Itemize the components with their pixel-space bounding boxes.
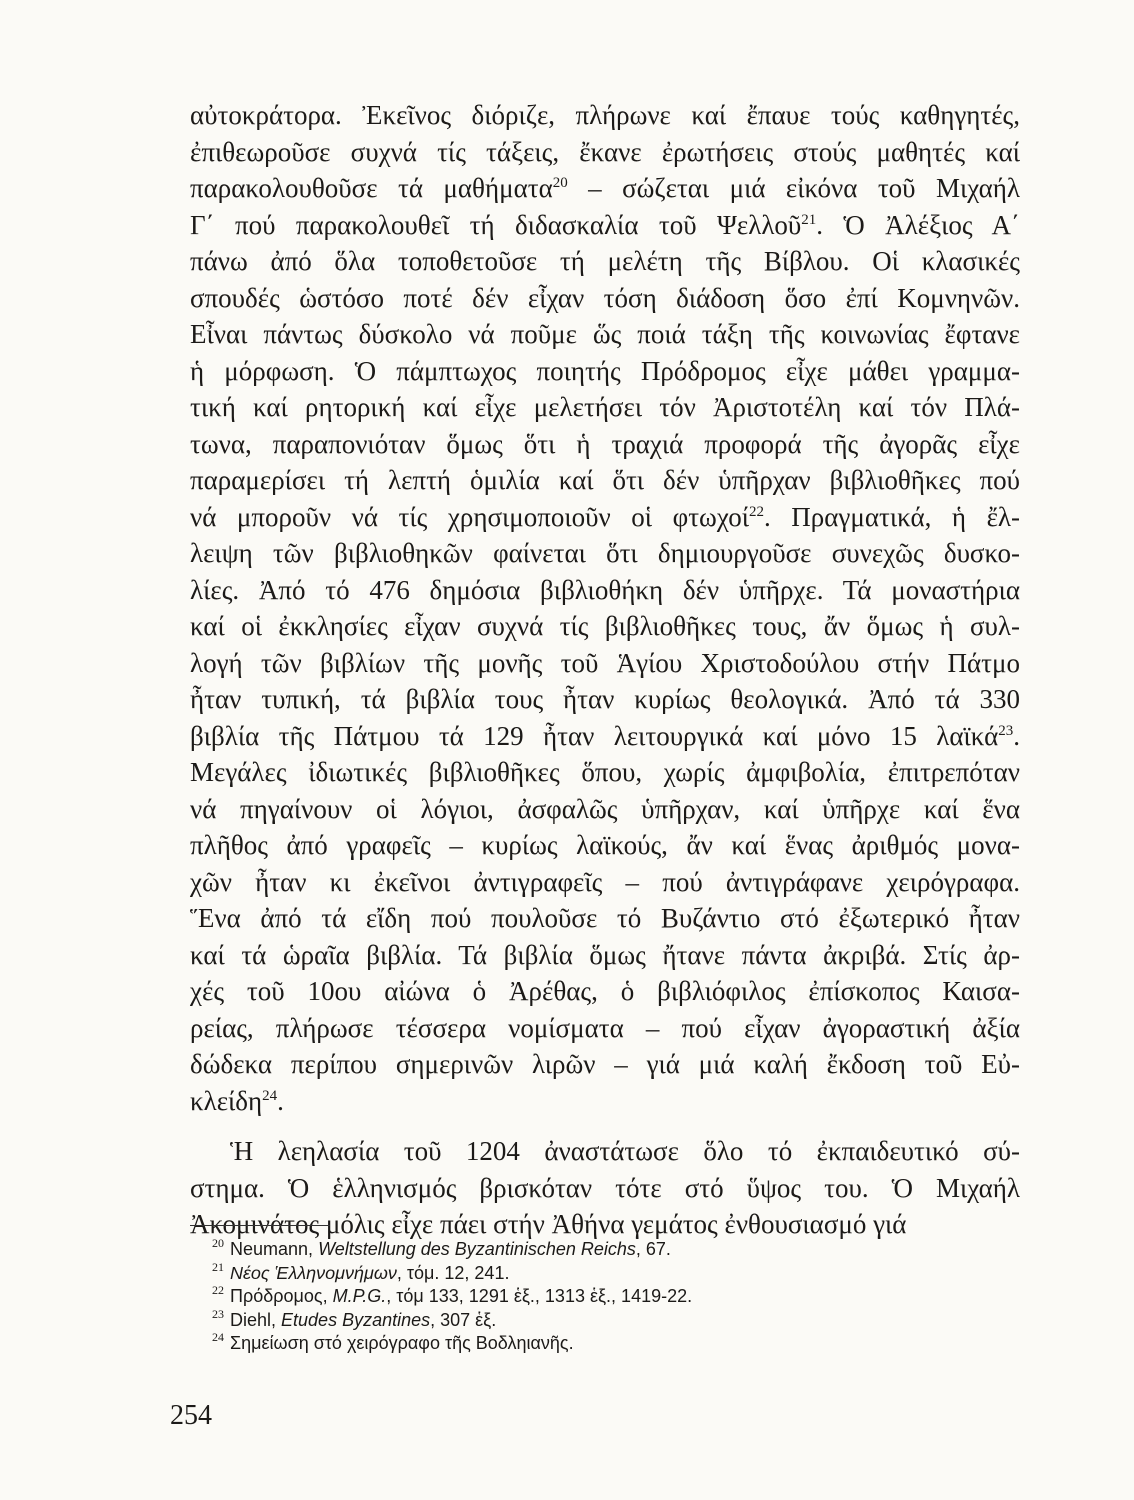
footnote: $^{21}$ Νέος Ἑλληνομνήμων, τόμ. 12, 241. bbox=[212, 1259, 510, 1283]
text-line: νά μποροῦν νά τίς χρησιμοποιοῦν οἱ φτωχοί$^{22}$. Πραγματικά, ἡ ἔλ- bbox=[190, 501, 1020, 532]
footnote: $^{20}$ Neumann, Weltstellung des Byzantinischen Reichs, 67. bbox=[212, 1236, 671, 1259]
footnote-ref: 22 bbox=[748, 503, 764, 520]
page-number: 254 bbox=[170, 1400, 212, 1431]
text-line: λογή τῶν βιβλίων τῆς μονῆς τοῦ Ἁγίου Χριστοδούλου στήν Πάτμο bbox=[190, 647, 1020, 678]
text-line: καί οἱ ἐκκλησίες εἶχαν συχνά τίς βιβλιοθῆκες τους, ἄν ὅμως ἡ συλ- bbox=[190, 611, 1020, 641]
text-line: χῶν ἦταν κι ἐκεῖνοι ἀντιγραφεῖς – πού ἀντιγράφανε χειρόγραφα. bbox=[190, 866, 1020, 897]
text-line: αὐτοκράτορα. Ἐκεῖνος διόριζε, πλήρωνε καί ἔπαυε τούς καθηγητές, bbox=[190, 100, 1020, 130]
text-line: παρακολουθοῦσε τά μαθήματα$^{20}$ – σώζεται μιά εἰκόνα τοῦ Μιχαήλ bbox=[190, 173, 1020, 203]
footnote-ref: 20 bbox=[552, 175, 568, 191]
text-line: παραμερίσει τή λεπτή ὁμιλία καί ὅτι δέν ὑπῆρχαν βιβλιοθῆκες πού bbox=[190, 465, 1020, 495]
text-line: δώδεκα περίπου σημερινῶν λιρῶν – γιά μιά καλή ἔκδοση τοῦ Εὐ- bbox=[190, 1049, 1020, 1079]
text-line: λίες. Ἀπό τό 476 δημόσια βιβλιοθήκη δέν ὑπῆρχε. Τά μοναστήρια bbox=[190, 574, 1020, 605]
footnote: $^{23}$ Diehl, Etudes Byzantines, 307 ἑξ. bbox=[212, 1306, 497, 1330]
footnote-rule bbox=[190, 1225, 330, 1226]
text-line: σπουδές ὡστόσο ποτέ δέν εἶχαν τόση διάδοση ὅσο ἐπί Κομνηνῶν. bbox=[190, 282, 1020, 313]
footnote-ref: 24 bbox=[262, 1087, 278, 1104]
footnote: $^{22}$ Πρόδρομος, M.P.G., τόμ 133, 1291 ἑξ., 1313 ἑξ., 1419-22. bbox=[212, 1283, 693, 1306]
text-line: Ἕνα ἀπό τά εἴδη πού πουλοῦσε τό Βυζάντιο στό ἐξωτερικό ἦταν bbox=[190, 903, 1020, 933]
text-line: Εἶναι πάντως δύσκολο νά ποῦμε ὥς ποιά τάξη τῆς κοινωνίας ἔφτανε bbox=[190, 319, 1020, 349]
text-line: ἐπιθεωροῦσε συχνά τίς τάξεις, ἔκανε ἐρωτήσεις στούς μαθητές καί bbox=[190, 136, 1020, 167]
text-line: τωνα, παραπονιόταν ὅμως ὅτι ἡ τραχιά προφορά τῆς ἀγορᾶς εἶχε bbox=[190, 428, 1020, 459]
footnotes bbox=[212, 1238, 1012, 1356]
text-line: στημα. Ὁ ἑλληνισμός βρισκόταν τότε στό ὕψος του. Ὁ Μιχαήλ bbox=[190, 1172, 1020, 1203]
text-line: Ἡ λεηλασία τοῦ 1204 ἀναστάτωσε ὅλο τό ἐκπαιδευτικό σύ- bbox=[230, 1136, 1020, 1166]
paragraph bbox=[190, 1133, 1020, 1243]
text-line: νά πηγαίνουν οἱ λόγιοι, ἀσφαλῶς ὑπῆρχαν, καί ὑπῆρχε καί ἕνα bbox=[190, 793, 1020, 824]
text-line: Γ΄ πού παρακολουθεῖ τή διδασκαλία τοῦ Ψελλοῦ$^{21}$. Ὁ Ἀλέξιος Α΄ bbox=[190, 209, 1020, 240]
text-line: λειψη τῶν βιβλιοθηκῶν φαίνεται ὅτι δημιουργοῦσε συνεχῶς δυσκο- bbox=[190, 538, 1020, 568]
text-line: ρείας, πλήρωσε τέσσερα νομίσματα – πού εἶχαν ἀγοραστική ἀξία bbox=[190, 1012, 1020, 1043]
text-line: πάνω ἀπό ὅλα τοποθετοῦσε τή μελέτη τῆς Βίβλου. Οἱ κλασικές bbox=[190, 246, 1020, 276]
footnote-ref: 23 bbox=[998, 722, 1014, 739]
paragraph bbox=[190, 97, 1020, 1119]
text-line: καί τά ὡραῖα βιβλία. Τά βιβλία ὅμως ἤτανε πάντα ἀκριβά. Στίς ἀρ- bbox=[190, 939, 1020, 970]
text-line: χές τοῦ 10ου αἰώνα ὁ Ἀρέθας, ὁ βιβλιόφιλος ἐπίσκοπος Καισα- bbox=[190, 976, 1020, 1006]
text-line: βιβλία τῆς Πάτμου τά 129 ἦταν λειτουργικά καί μόνο 15 λαϊκά$^{23}$. bbox=[190, 720, 1020, 751]
text-line: πλῆθος ἀπό γραφεῖς – κυρίως λαϊκούς, ἄν καί ἕνας ἀριθμός μονα- bbox=[190, 830, 1020, 860]
body-text bbox=[190, 97, 1020, 1243]
footnote-ref: 21 bbox=[801, 211, 817, 228]
text-line: ἡ μόρφωση. Ὁ πάμπτωχος ποιητής Πρόδρομος εἶχε μάθει γραμμα- bbox=[190, 355, 1020, 386]
text-line: Ἀκομινάτος μόλις εἶχε πάει στήν Ἀθήνα γεμάτος ἐνθουσιασμό γιά bbox=[190, 1209, 907, 1239]
text-line: τική καί ρητορική καί εἶχε μελετήσει τόν Ἀριστοτέλη καί τόν Πλά- bbox=[190, 392, 1020, 422]
text-line: Μεγάλες ἰδιωτικές βιβλιοθῆκες ὅπου, χωρίς ἀμφιβολία, ἐπιτρεπόταν bbox=[190, 757, 1020, 787]
text-line: ἦταν τυπική, τά βιβλία τους ἦταν κυρίως θεολογικά. Ἀπό τά 330 bbox=[190, 684, 1020, 714]
text-line: κλείδη$^{24}$. bbox=[190, 1085, 284, 1116]
footnote: $^{24}$ Σημείωση στό χειρόγραφο τῆς Βοδληιανῆς. bbox=[212, 1330, 574, 1353]
